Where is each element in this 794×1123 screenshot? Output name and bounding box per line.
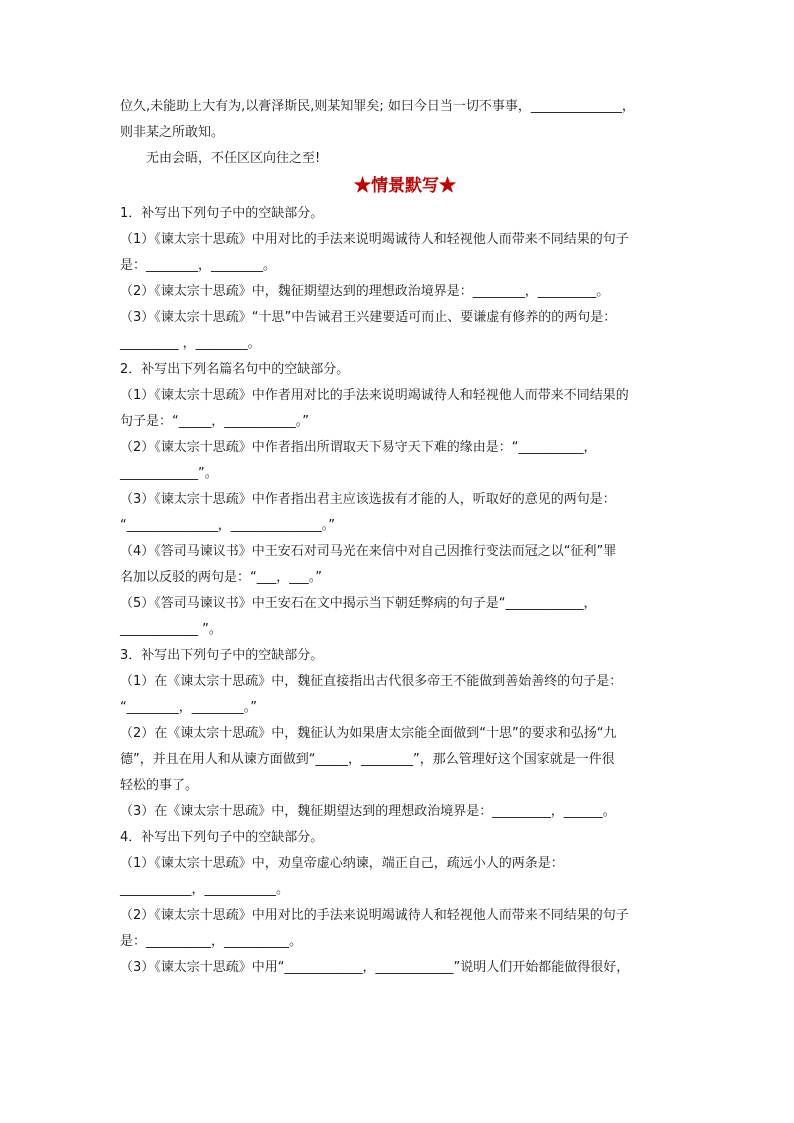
q2-item-3-blanks: “______________，______________。”	[120, 518, 335, 533]
q3-item-2-cont: 德”，并且在用人和从谏方面做到“_____，________”，那么管理好这个国家就是一件很	[120, 752, 615, 767]
q2-item-2: （2）《谏太宗十思疏》中作者指出所谓取天下易守天下难的缘由是：“__________，	[120, 440, 597, 455]
q3-item-1: （1）在《谏太宗十思疏》中，魏征直接指出古代很多帝王不能做到善始善终的句子是：	[120, 674, 623, 689]
q1-item-2: （2）《谏太宗十思疏》中，魏征期望达到的理想政治境界是：________，_________。	[120, 284, 610, 299]
q2-item-2-blanks: ____________”。	[120, 466, 218, 481]
q2-item-1: （1）《谏太宗十思疏》中作者用对比的手法来说明竭诚待人和轻视他人而带来不同结果的	[120, 388, 629, 403]
q3-item-2-end: 轻松的事了。	[120, 778, 199, 793]
q3-item-2: （2）在《谏太宗十思疏》中，魏征认为如果唐太宗能全面做到“十思”的要求和弘扬“九	[120, 726, 617, 741]
q2-item-4: （4）《答司马谏议书》中王安石对司马光在来信中对自己因推行变法而冠之以“征利”罪	[120, 544, 617, 559]
q4-item-1-blanks: ___________，___________。	[120, 882, 290, 897]
q1-item-1: （1）《谏太宗十思疏》中用对比的手法来说明竭诚待人和轻视他人而带来不同结果的句子	[120, 232, 629, 247]
q2-item-4-blanks: 名加以反驳的两句是：“___，___。”	[120, 570, 322, 585]
q1-item-3-blanks: _________ ，________。	[120, 336, 261, 351]
q3-item-3: （3）在《谏太宗十思疏》中，魏征期望达到的理想政治境界是：_________，______。	[120, 804, 616, 819]
intro-closing: 无由会晤，不任区区向往之至!	[146, 151, 321, 166]
intro-line-2: 则非某之所敢知。	[120, 125, 225, 140]
q1-heading: 1．补写出下列句子中的空缺部分。	[120, 206, 324, 221]
q2-item-5: （5）《答司马谏议书》中王安石在文中揭示当下朝廷弊病的句子是“____________，	[120, 596, 597, 611]
q4-item-2: （2）《谏太宗十思疏》中用对比的手法来说明竭诚待人和轻视他人而带来不同结果的句子	[120, 908, 629, 923]
intro-line-1: 位久,未能助上大有为,以膏泽斯民,则某知罪矣; 如曰今日当一切不事事，______________，	[120, 99, 635, 114]
q2-item-1-blanks: 句子是：“_____，___________。”	[120, 414, 309, 429]
q4-item-2-blanks: 是：__________，__________。	[120, 934, 303, 949]
q2-item-3: （3）《谏太宗十思疏》中作者指出君主应该选拔有才能的人，听取好的意见的两句是：	[120, 492, 616, 507]
q4-item-3: （3）《谏太宗十思疏》中用“____________，____________”说明人们开始都能做得很好，	[120, 960, 630, 975]
q1-item-3: （3）《谏太宗十思疏》“十思”中告诫君王兴建要适可而止、要谦虚有修养的的两句是：	[120, 310, 617, 325]
document-body	[120, 94, 690, 981]
q3-heading: 3．补写出下列句子中的空缺部分。	[120, 648, 324, 663]
q4-heading: 4．补写出下列句子中的空缺部分。	[120, 830, 324, 845]
q4-item-1: （1）《谏太宗十思疏》中，劝皇帝虚心纳谏，端正自己，疏远小人的两条是：	[120, 856, 564, 871]
section-title: ★情景默写★	[354, 176, 456, 196]
q1-item-1-blanks: 是：________，________。	[120, 258, 277, 273]
q3-item-1-blanks: “________，________。”	[120, 700, 257, 715]
q2-item-5-blanks: ____________ ”。	[120, 622, 222, 637]
q2-heading: 2．补写出下列名篇名句中的空缺部分。	[120, 362, 350, 377]
